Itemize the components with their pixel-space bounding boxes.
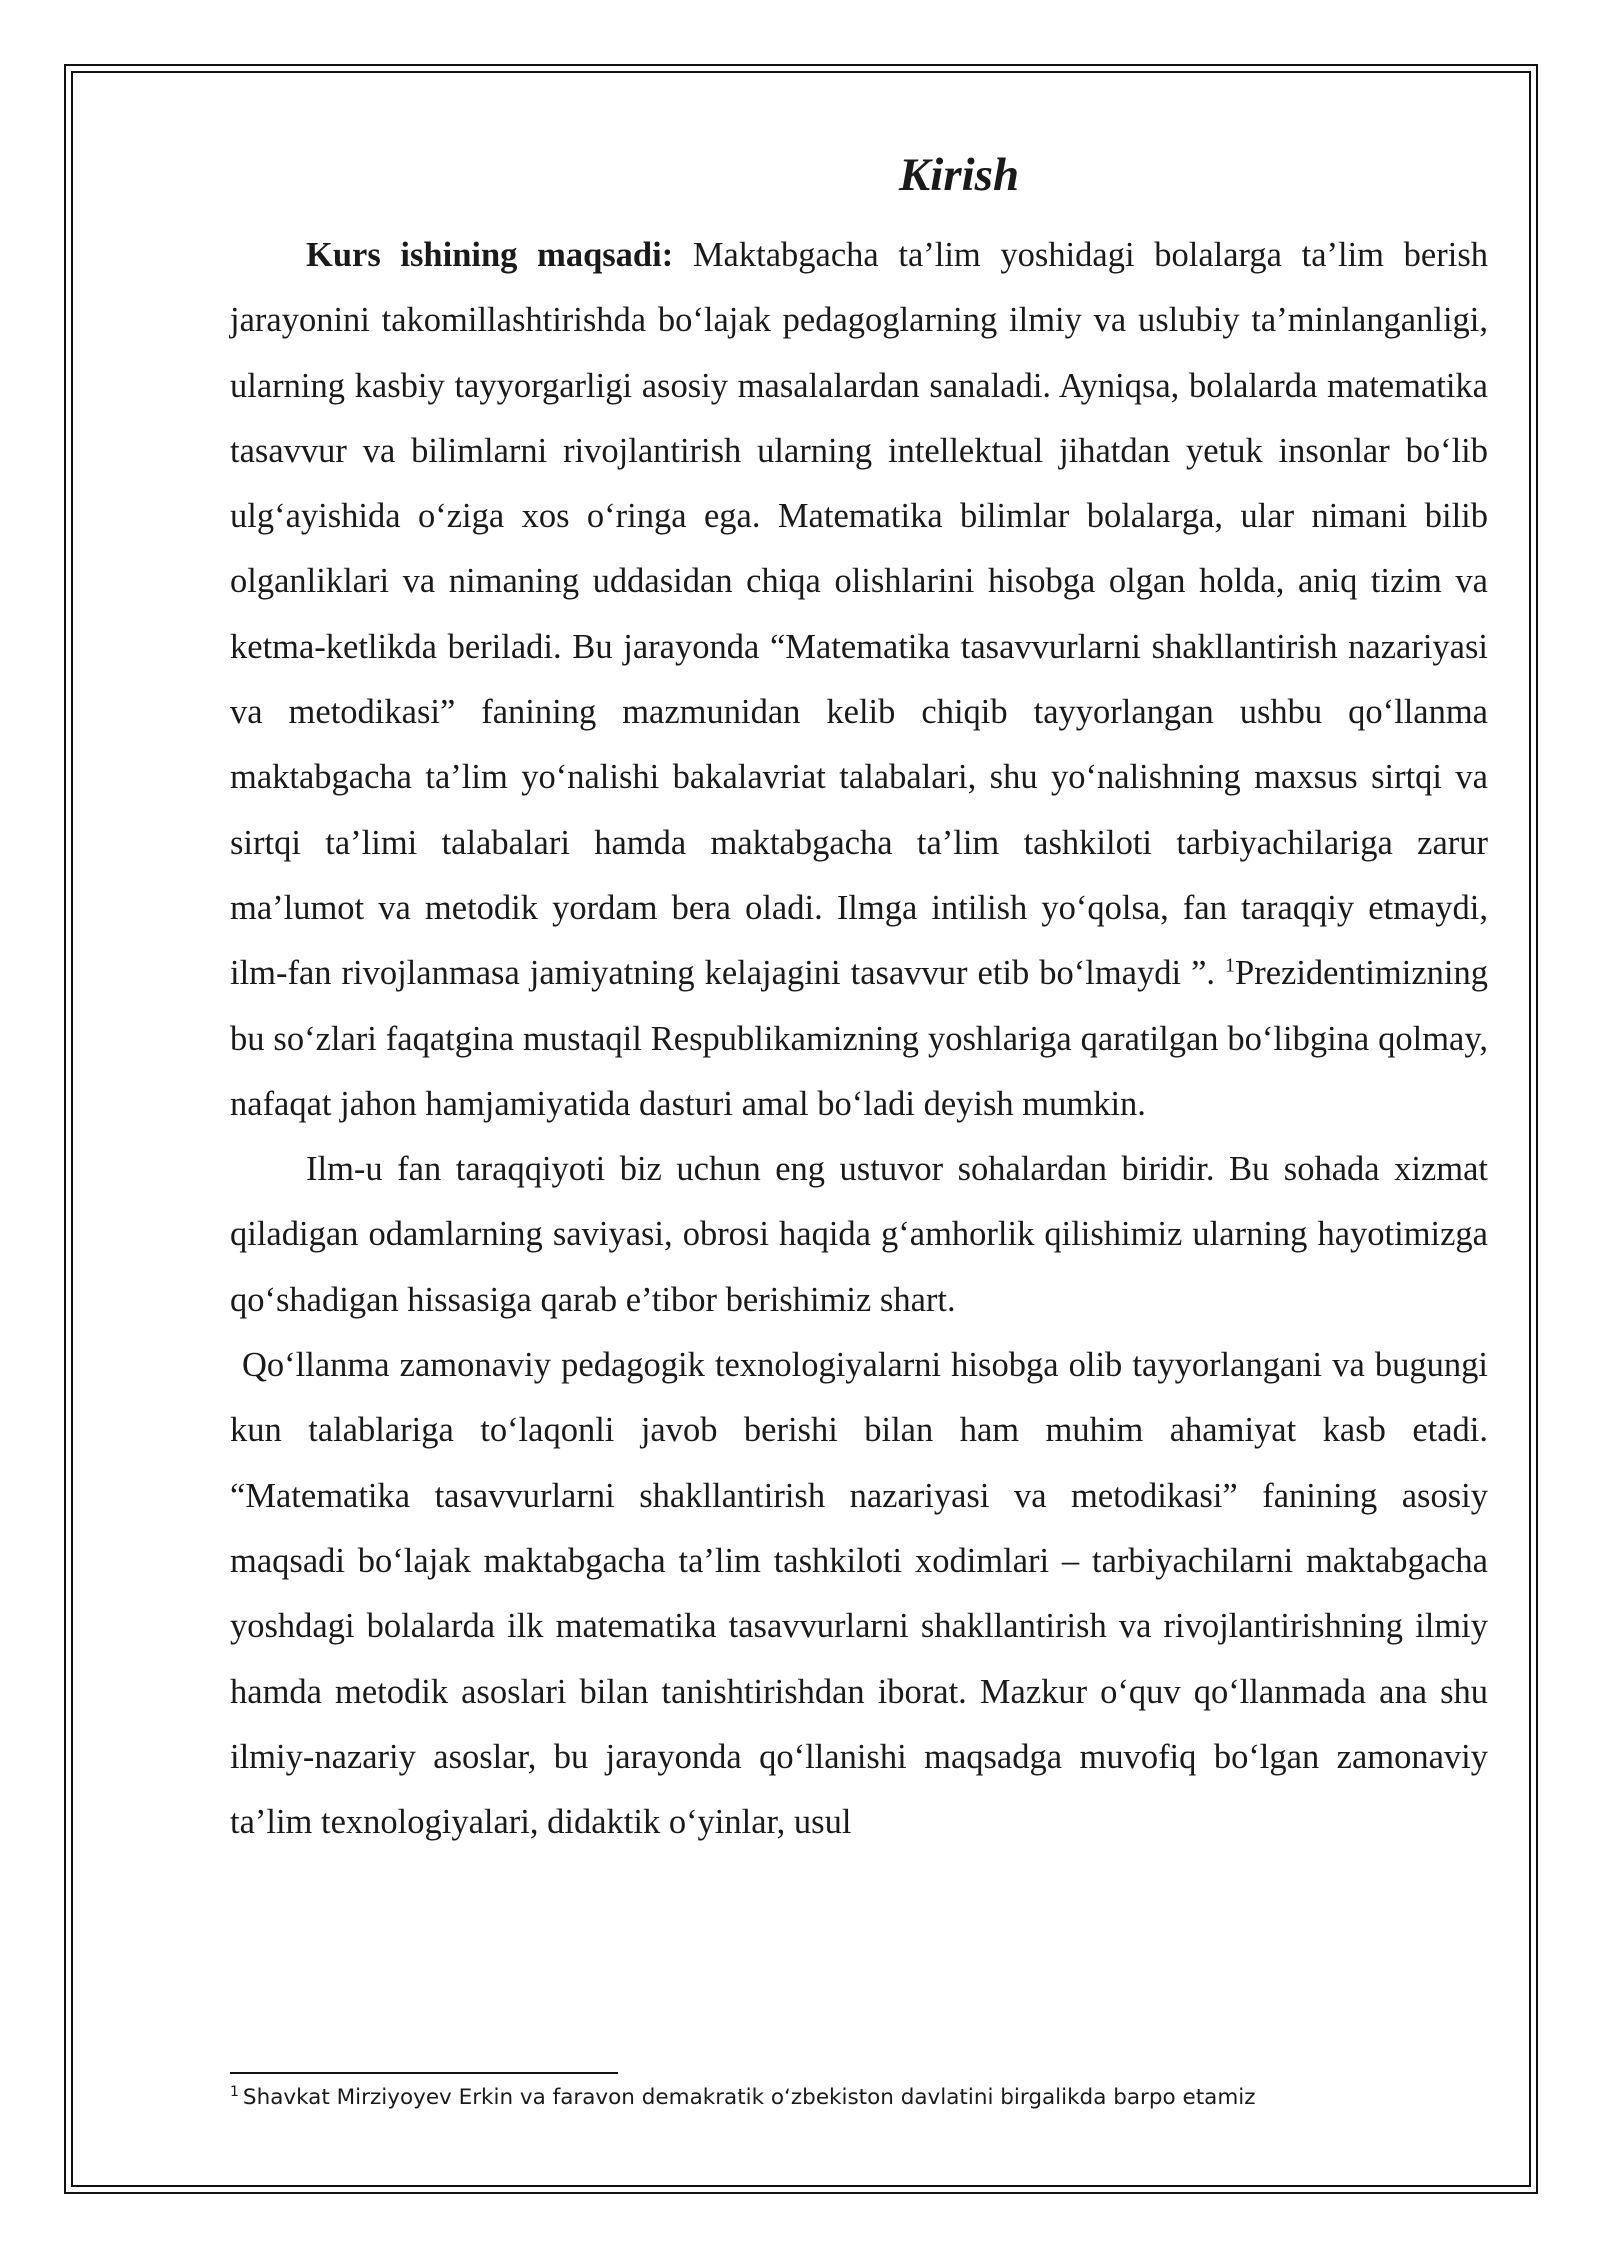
paragraph-1	[230, 223, 1488, 1137]
paragraph-2: Ilm-u fan taraqqiyoti biz uchun eng ustuvor sohalardan biridir. Bu sohada xizmat qiladigan odamlarning saviyasi, obrosi haqida g‘amhorlik qilishimiz ularning hayotimizga qo‘shadigan hissasiga qarab e’tibor berishimiz shart.	[230, 1150, 1488, 1319]
footnote	[230, 2082, 1430, 2114]
footnote-number: 1	[230, 2083, 239, 2100]
page-content	[230, 145, 1488, 1855]
footnote-separator	[230, 2072, 618, 2074]
footnote-text: Shavkat Mirziyoyev Erkin va faravon demakratik o‘zbekiston davlatini birgalikda barpo etamiz	[242, 2085, 1256, 2110]
paragraph-text: Maktabgacha ta’lim yoshidagi bolalarga ta’lim berish jarayonini takomillashtirishda bo‘lajak pedagoglarning ilmiy va uslubiy ta’minlanganligi, ularning kasbiy tayyorgarligi asosiy masalalardan sanaladi. Ayniqsa, bolalarda matematika tasavvur va bilimlarni rivojlantirish ularning intellektual jihatdan yetuk insonlar bo‘lib ulg‘ayishida o‘ziga xos o‘ringa ega. Matematika bilimlar bolalarga, ular nimani bilib olganliklari va nimaning uddasidan chiqa olishlarini hisobga olgan holda, aniq tizim va ketma-ketlikda beriladi. Bu jarayonda “Matematika tasavvurlarni shakllantirish nazariyasi va metodikasi” fanining mazmunidan kelib chiqib tayyorlangan ushbu qo‘llanma maktabgacha ta’lim yo‘nalishi bakalavriat talabalari, shu yo‘nalishning maxsus sirtqi va sirtqi ta’limi talabalari hamda maktabgacha ta’lim tashkiloti tarbiyachilariga zarur ma’lumot va metodik yordam bera oladi. Ilmga intilish yo‘qolsa, fan taraqqiy etmaydi, ilm-fan rivojlanmasa jamiyatning kelajagini tasavvur etib bo‘lmaydi ”.	[230, 236, 1488, 993]
paragraph-lead: Kurs ishining maqsadi:	[306, 236, 674, 274]
paragraph-text-continued: Prezidentimizning bu so‘zlari faqatgina mustaqil Respublikamizning yoshlariga qaratilgan bo‘libgina qolmay, nafaqat jahon hamjamiyatida dasturi amal bo‘ladi deyish mumkin.	[230, 954, 1488, 1123]
footnote-reference[interactable]: 1	[1225, 954, 1236, 977]
page-title: Kirish	[898, 149, 1020, 201]
paragraph-3: Qo‘llanma zamonaviy pedagogik texnologiyalarni hisobga olib tayyorlangani va bugungi kun talablariga to‘laqonli javob berishi bilan ham muhim ahamiyat kasb etadi. “Matematika tasavvurlarni shakllantirish nazariyasi va metodikasi” fanining asosiy maqsadi bo‘lajak maktabgacha ta’lim tashkiloti xodimlari – tarbiyachilarni maktabgacha yoshdagi bolalarda ilk matematika tasavvurlarni shakllantirish va rivojlantirishning ilmiy hamda metodik asoslari bilan tanishtirishdan iborat. Mazkur o‘quv qo‘llanmada ana shu ilmiy-nazariy asoslar, bu jarayonda qo‘llanishi maqsadga muvofiq bo‘lgan zamonaviy ta’lim texnologiyalari, didaktik o‘yinlar, usul	[230, 1346, 1488, 1842]
